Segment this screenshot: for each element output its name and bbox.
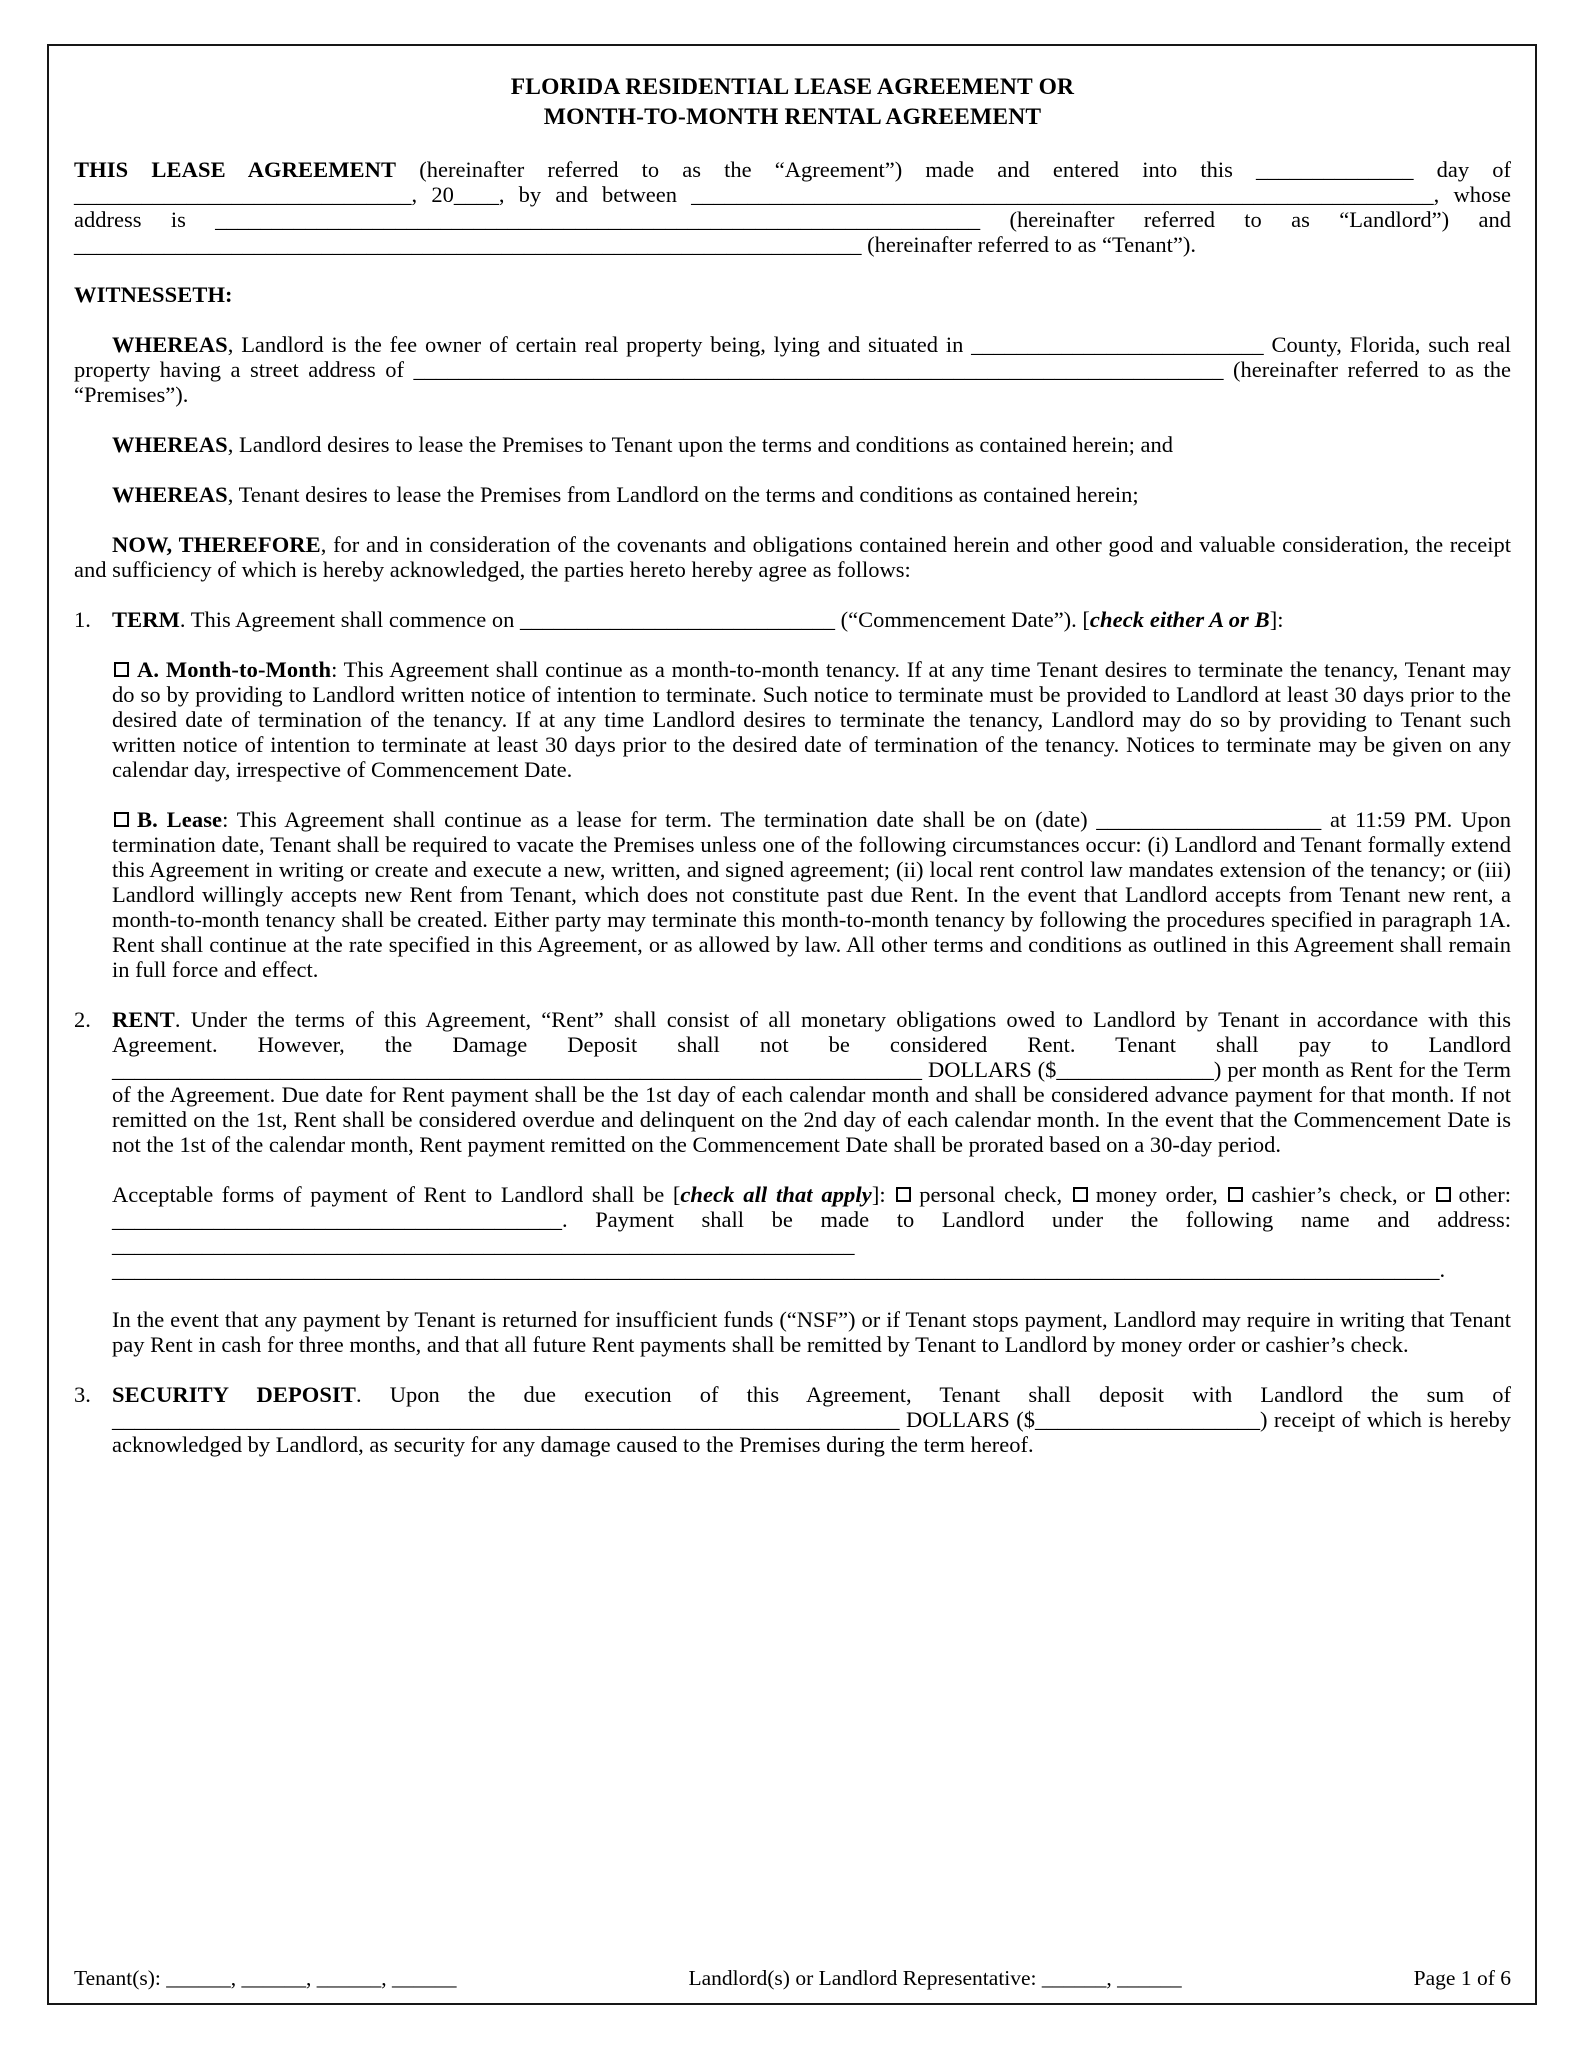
option-b-body-text: : This Agreement shall continue as a lease for term. The termination date shall be on (date) ____________________ at 11:59 PM. Upon termination date, Tenant shall be required to vacate the Premises unless one of the following circumstances occur: (i) Landlord and Tenant formally extend this Agreement in writing or create and execute a new, written, and signed agreement; (ii) local rent control law mandates extension of the tenancy; or (iii) Landlord willingly accepts new Rent from Tenant, which does not constitute past due Rent. In the event that Landlord accepts from Tenant new rent, a month-to-month tenancy shall be created. Either party may terminate this month-to-month tenancy by following the procedures specified in paragraph 1A. Rent shall continue at the rate specified in this Agreement, or as allowed by law. All other terms and conditions as outlined in this Agreement shall remain in full force and effect. bbox=[112, 807, 1512, 982]
lease-document-page bbox=[47, 44, 1537, 2005]
now-therefore-paragraph bbox=[74, 532, 1511, 582]
term-body-close: ]: bbox=[1269, 607, 1284, 632]
section-2-number: 2. bbox=[74, 1007, 91, 1032]
personal-check-checkbox[interactable] bbox=[896, 1187, 911, 1202]
personal-check-label: personal check, bbox=[919, 1182, 1071, 1207]
whereas-2-body-text: , Landlord desires to lease the Premises to Tenant upon the terms and conditions as contained herein; and bbox=[227, 432, 1173, 457]
option-a-body-text: : This Agreement shall continue as a month-to-month tenancy. If at any time Tenant desires to terminate the tenancy, Tenant may do so by providing to Landlord written notice of intention to terminate. Such notice to terminate must be provided to Landlord at least 30 days prior to the desired date of termination of the tenancy. If at any time Landlord desires to terminate the tenancy, Landlord may do so by providing to Tenant such written notice of intention to terminate at least 30 days prior to the desired date of termination of the tenancy. Notices to terminate may be given on any calendar day, irrespective of Commencement Date. bbox=[112, 657, 1511, 782]
option-b-checkbox[interactable] bbox=[114, 812, 129, 827]
option-b-label: B. Lease bbox=[137, 807, 223, 832]
nsf-body-text: In the event that any payment by Tenant is returned for insufficient funds (“NSF”) or if Tenant stops payment, Landlord may require in writing that Tenant pay Rent in cash for three months, and that all future Rent payments shall be remitted by Tenant to Landlord by money order or cashier’s check. bbox=[112, 1307, 1511, 1357]
section-1-term bbox=[74, 607, 1511, 982]
term-heading-line bbox=[112, 607, 1511, 632]
other-payment-label: other: ________________________________________. Payment shall be made to Landlord under the following name and address: __________________________________________________________________ ______________________________________________________________________________________________________________________. bbox=[112, 1182, 1512, 1282]
nsf-paragraph bbox=[112, 1307, 1511, 1357]
section-1-body bbox=[112, 607, 1511, 982]
payment-intro-text: Acceptable forms of payment of Rent to Landlord shall be [ bbox=[112, 1182, 681, 1207]
intro-paragraph bbox=[74, 157, 1511, 257]
term-heading: TERM bbox=[112, 607, 180, 632]
footer-page-number: Page 1 of 6 bbox=[1413, 1966, 1511, 1990]
term-check-note: check either A or B bbox=[1089, 607, 1270, 632]
witnesseth-heading bbox=[74, 282, 1511, 307]
payment-check-note: check all that apply bbox=[680, 1182, 872, 1207]
term-body-text: . This Agreement shall commence on ____________________________ (“Commencement Date”). [ bbox=[179, 607, 1090, 632]
title-line-2: MONTH-TO-MONTH RENTAL AGREEMENT bbox=[543, 104, 1042, 130]
footer-tenants-signature-line: Tenant(s): ______, ______, ______, ______ bbox=[74, 1966, 457, 1990]
title-line-1: FLORIDA RESIDENTIAL LEASE AGREEMENT OR bbox=[510, 74, 1075, 100]
cashiers-check-checkbox[interactable] bbox=[1228, 1187, 1243, 1202]
section-1-number: 1. bbox=[74, 607, 91, 632]
security-deposit-body-text: . Upon the due execution of this Agreement, Tenant shall deposit with Landlord the sum of ______________________________________________________________________ DOLLARS ($____________________) receipt of which is hereby acknowledged by Landlord, as security for any damage caused to the Premises during the term hereof. bbox=[112, 1382, 1511, 1457]
section-3-security-deposit bbox=[74, 1382, 1511, 1457]
rent-paragraph bbox=[112, 1007, 1511, 1157]
money-order-label: money order, bbox=[1095, 1182, 1227, 1207]
document-title bbox=[74, 72, 1511, 132]
intro-lead-bold: THIS LEASE AGREEMENT bbox=[74, 157, 397, 182]
option-lease-paragraph bbox=[112, 807, 1511, 982]
now-therefore-body-text: , for and in consideration of the covenants and obligations contained herein and other good and valuable consideration, the receipt and sufficiency of which is hereby acknowledged, the parties hereto hereby agree as follows: bbox=[74, 532, 1512, 582]
section-3-body bbox=[112, 1382, 1511, 1457]
whereas-2-lead-bold: WHEREAS bbox=[112, 432, 228, 457]
whereas-1-lead-bold: WHEREAS bbox=[112, 332, 228, 357]
money-order-checkbox[interactable] bbox=[1073, 1187, 1088, 1202]
whereas-3-lead-bold: WHEREAS bbox=[112, 482, 228, 507]
option-a-checkbox[interactable] bbox=[114, 662, 129, 677]
security-deposit-paragraph bbox=[112, 1382, 1511, 1457]
section-2-body bbox=[112, 1007, 1511, 1357]
option-a-label: A. Month-to-Month bbox=[137, 657, 332, 682]
now-therefore-lead-bold: NOW, THEREFORE bbox=[112, 532, 321, 557]
cashiers-check-label: cashier’s check, or bbox=[1251, 1182, 1434, 1207]
footer-landlord-signature-line: Landlord(s) or Landlord Representative: ______, ______ bbox=[688, 1966, 1182, 1990]
whereas-landlord-desires-paragraph bbox=[74, 432, 1511, 457]
payment-after-bracket-text: ]: bbox=[871, 1182, 895, 1207]
rent-heading: RENT bbox=[112, 1007, 175, 1032]
payment-methods-paragraph bbox=[112, 1182, 1511, 1282]
witnesseth-text: WITNESSETH: bbox=[74, 282, 233, 307]
page-footer bbox=[74, 1966, 1511, 1991]
whereas-3-body-text: , Tenant desires to lease the Premises from Landlord on the terms and conditions as contained herein; bbox=[227, 482, 1139, 507]
whereas-tenant-desires-paragraph bbox=[74, 482, 1511, 507]
section-3-number: 3. bbox=[74, 1382, 91, 1407]
whereas-1-body-text: , Landlord is the fee owner of certain real property being, lying and situated in __________________________ County, Florida, such real property having a street address of ________________________________________________________________________ (hereinafter referred to as the “Premises”). bbox=[74, 332, 1511, 407]
whereas-fee-owner-paragraph bbox=[74, 332, 1511, 407]
security-deposit-heading: SECURITY DEPOSIT bbox=[112, 1382, 356, 1407]
option-month-to-month-paragraph bbox=[112, 657, 1511, 782]
other-payment-checkbox[interactable] bbox=[1436, 1187, 1451, 1202]
intro-body-text: (hereinafter referred to as the “Agreement”) made and entered into this ______________ day of ______________________________, 20____, by and between __________________________________________________________________, whose address is ____________________________________________________________________ (hereinafter referred to as “Landlord”) and ______________________________________________________________________ (hereinafter referred to as “Tenant”). bbox=[74, 157, 1511, 257]
section-2-rent bbox=[74, 1007, 1511, 1357]
rent-body-text: . Under the terms of this Agreement, “Rent” shall consist of all monetary obligations owed to Landlord by Tenant in accordance with this Agreement. However, the Damage Deposit shall not be considered Rent. Tenant shall pay to Landlord ________________________________________________________________________ DOLLARS ($______________) per month as Rent for the Term of the Agreement. Due date for Rent payment shall be the 1st day of each calendar month and shall be considered advance payment for that month. If not remitted on the 1st, Rent shall be considered overdue and delinquent on the 2nd day of each calendar month. In the event that the Commencement Date is not the 1st of the calendar month, Rent payment remitted on the Commencement Date shall be prorated based on a 30-day period. bbox=[112, 1007, 1511, 1157]
